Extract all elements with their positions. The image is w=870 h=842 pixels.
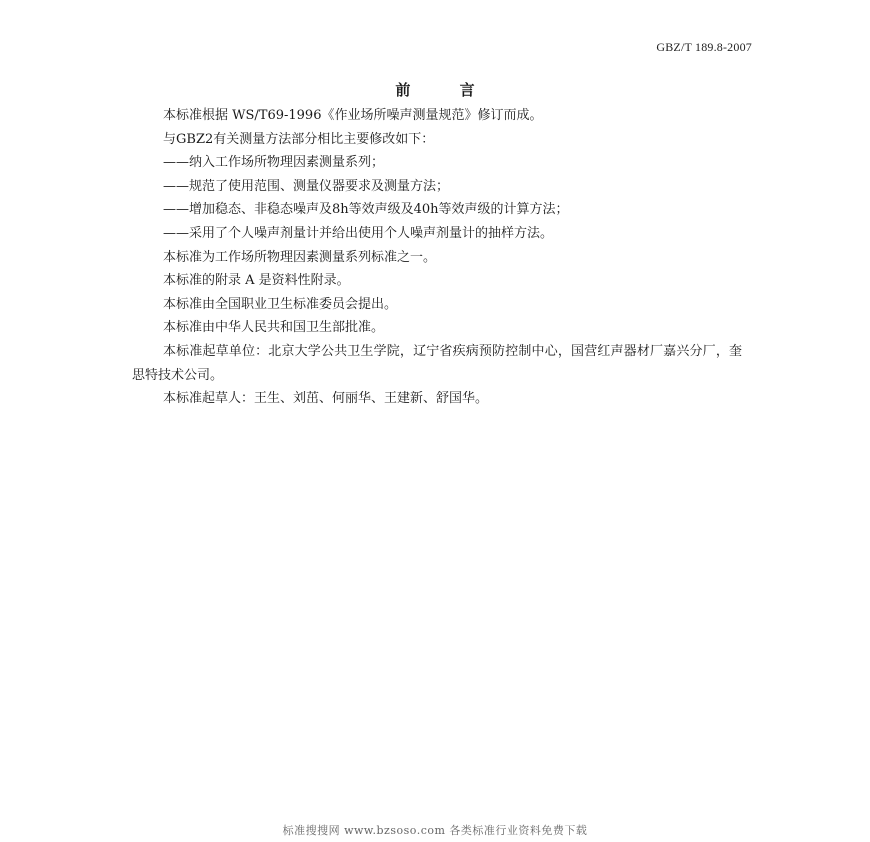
section-title: 前 言	[395, 81, 497, 99]
paragraph-changes-intro: 与GBZ2有关测量方法部分相比主要修改如下：	[163, 131, 435, 147]
paragraph-change-item: ——纳入工作场所物理因素测量系列；	[163, 155, 385, 171]
standard-code: GBZ/T 189.8-2007	[656, 40, 752, 54]
paragraph-appendix: 本标准的附录 A 是资料性附录。	[163, 273, 350, 289]
foreword-body	[132, 104, 742, 411]
paragraph-change-item: ——增加稳态、非稳态噪声及8h等效声级及40h等效声级的计算方法；	[163, 202, 569, 218]
paragraph-revision-source: 本标准根据 WS/T69-1996《作业场所噪声测量规范》修订而成。	[163, 108, 543, 123]
paragraph-approver: 本标准由中华人民共和国卫生部批准。	[163, 320, 385, 336]
paragraph-change-item: ——规范了使用范围、测量仪器要求及测量方法；	[163, 178, 450, 194]
paragraph-proposer: 本标准由全国职业卫生标准委员会提出。	[163, 296, 398, 312]
footer-watermark: 标准搜搜网 www.bzsoso.com 各类标准行业资料免费下载	[282, 824, 588, 837]
paragraph-change-item: ——采用了个人噪声剂量计并给出使用个人噪声剂量计的抽样方法。	[163, 225, 554, 241]
paragraph-drafters: 本标准起草人：王生、刘茁、何丽华、王建新、舒国华。	[163, 391, 489, 407]
paragraph-drafting-units: 本标准起草单位：北京大学公共卫生学院，辽宁省疾病预防控制中心，国营红声器材厂嘉兴分厂，奎思特技术公司。	[132, 343, 742, 383]
paragraph-series: 本标准为工作场所物理因素测量系列标准之一。	[163, 249, 437, 265]
